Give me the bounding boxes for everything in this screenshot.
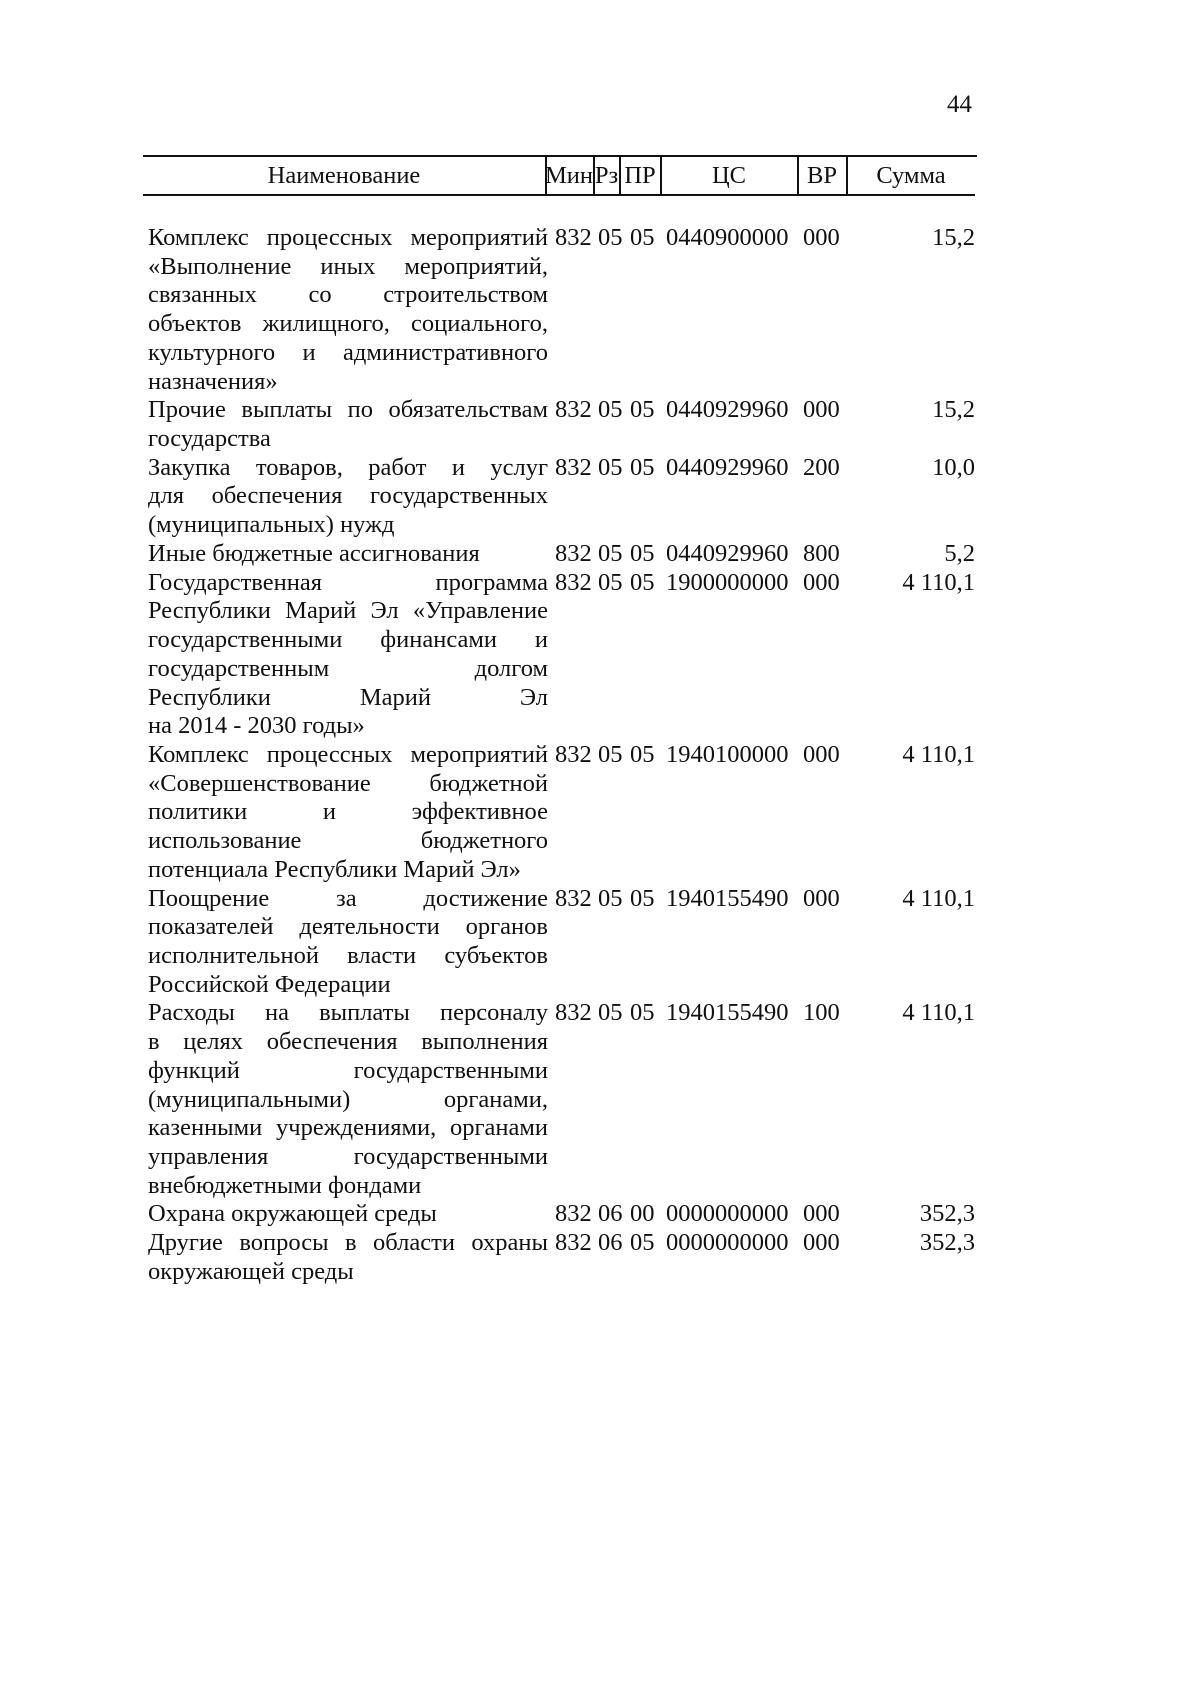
row-name-line: Поощрение за достижение [148,884,548,912]
header-min: Мин [545,162,594,189]
row-pr: 05 [630,396,655,424]
table-row [0,885,1200,1000]
row-name [148,454,548,540]
row-name-line: «Выполнение иных мероприятий, [148,252,548,280]
row-sum: 5,2 [944,539,975,567]
row-min: 832 [555,568,592,596]
row-pr: 05 [630,740,655,768]
row-sum: 4 110,1 [902,884,975,912]
row-cs: 0440929960 [666,453,789,481]
row-sum: 352,3 [919,1200,975,1228]
header-vr: ВР [807,162,837,189]
row-name-line: потенциала Республики Марий Эл» [148,855,521,883]
row-min: 832 [555,999,592,1027]
row-name-line: в целях обеспечения выполнения [148,1028,548,1056]
row-vr: 000 [803,224,840,251]
row-name-line: Комплекс процессных мероприятий [148,224,548,251]
header-pr: ПР [624,162,656,189]
row-name [148,741,548,885]
row-pr: 05 [630,224,655,251]
row-name-line: Комплекс процессных мероприятий [148,740,548,768]
row-name [148,569,548,741]
row-name-line: окружающей среды [148,1257,354,1285]
row-name [148,999,548,1200]
row-rz: 06 [598,1229,623,1257]
header-bottom-rule [143,194,975,196]
row-pr: 05 [630,999,655,1027]
row-name [148,1200,548,1229]
row-name-line: показателей деятельности органов [148,913,548,941]
row-cs: 1940155490 [666,884,789,912]
row-vr: 000 [803,568,840,596]
row-vr: 000 [803,1200,840,1228]
row-vr: 200 [803,453,840,481]
row-name-line: (муниципальных) нужд [148,511,395,539]
row-pr: 00 [630,1200,655,1228]
row-name-line: Охрана окружающей среды [148,1200,437,1228]
row-name-line: связанных со строительством [148,281,548,309]
row-cs: 0000000000 [666,1200,789,1228]
row-name-line: Государственная программа [148,568,548,596]
row-name-line: казенными учреждениями, органами [148,1114,548,1142]
row-name-line: использование бюджетного [148,827,548,855]
row-name-line: Прочие выплаты по обязательствам [148,396,548,424]
row-name-line: Российской Федерации [148,970,391,998]
header-rz: Рз [594,162,619,189]
row-name-line: внебюджетными фондами [148,1171,422,1199]
row-name-line: управления государственными [148,1143,548,1170]
row-name [148,396,548,453]
row-sum: 15,2 [932,224,975,251]
row-pr: 05 [630,539,655,567]
row-sum: 4 110,1 [902,999,975,1027]
row-cs: 0440929960 [666,396,789,424]
row-name-line: государства [148,425,271,453]
row-name-line: государственным долгом [148,654,548,682]
row-rz: 06 [598,1200,623,1228]
row-sum: 15,2 [932,396,975,424]
page-number: 44 [947,91,972,118]
row-vr: 000 [803,1229,840,1257]
row-name-line: политики и эффективное [148,798,548,826]
row-min: 832 [555,539,592,567]
row-name-line: исполнительной власти субъектов [148,941,548,969]
row-cs: 1940100000 [666,740,789,768]
row-name-line: Республики Марий Эл «Управление [148,597,548,625]
row-name-line: для обеспечения государственных [148,482,548,510]
header-cs: ЦС [711,162,747,189]
row-name-line: (муниципальными) органами, [148,1085,548,1113]
table-body [0,224,1200,1287]
row-sum: 10,0 [932,453,975,481]
table-row [0,540,1200,569]
row-rz: 05 [598,740,623,768]
row-name-line: Иные бюджетные ассигнования [148,539,480,567]
row-cs: 1900000000 [666,568,789,596]
table-row [0,1200,1200,1229]
row-rz: 05 [598,539,623,567]
row-sum: 4 110,1 [902,568,975,596]
row-cs: 0440929960 [666,539,789,567]
row-name-line: государственными финансами и [148,626,548,654]
row-min: 832 [555,1200,592,1228]
table-row [0,569,1200,741]
row-vr: 000 [803,740,840,768]
row-name [148,885,548,1000]
row-name-line: культурного и административного [148,338,548,366]
row-cs: 1940155490 [666,999,789,1027]
table-row [0,224,1200,396]
row-vr: 000 [803,396,840,424]
row-name [148,1229,548,1286]
row-name [148,224,548,396]
row-min: 832 [555,453,592,481]
row-min: 832 [555,396,592,424]
row-cs: 0000000000 [666,1229,789,1257]
header-name: Наименование [267,162,421,189]
row-vr: 000 [803,884,840,912]
row-name-line: назначения» [148,367,278,395]
row-name-line: Закупка товаров, работ и услуг [148,453,548,481]
row-rz: 05 [598,884,623,912]
row-min: 832 [555,884,592,912]
row-rz: 05 [598,999,623,1027]
row-vr: 100 [803,999,840,1027]
header-sum: Сумма [876,162,946,189]
table-row [0,741,1200,885]
table-row [0,396,1200,453]
row-sum: 4 110,1 [902,740,975,768]
row-min: 832 [555,224,592,251]
row-pr: 05 [630,1229,655,1257]
row-pr: 05 [630,453,655,481]
row-name-line: Расходы на выплаты персоналу [148,999,548,1027]
row-name-line: функций государственными [148,1056,548,1084]
row-sum: 352,3 [919,1229,975,1257]
row-min: 832 [555,1229,592,1257]
row-cs: 0440900000 [666,224,789,251]
row-vr: 800 [803,539,840,567]
table-row [0,999,1200,1200]
row-pr: 05 [630,884,655,912]
row-rz: 05 [598,224,623,251]
row-min: 832 [555,740,592,768]
row-rz: 05 [598,396,623,424]
row-pr: 05 [630,568,655,596]
row-name-line: Другие вопросы в области охраны [148,1229,548,1257]
row-name-line: объектов жилищного, социального, [148,310,548,338]
row-rz: 05 [598,453,623,481]
row-rz: 05 [598,568,623,596]
table-row [0,1229,1200,1286]
table-row [0,454,1200,540]
row-name-line: на 2014 - 2030 годы» [148,712,365,740]
row-name [148,540,548,569]
row-name-line: «Совершенствование бюджетной [148,769,548,797]
row-name-line: Республики Марий Эл [148,683,548,711]
